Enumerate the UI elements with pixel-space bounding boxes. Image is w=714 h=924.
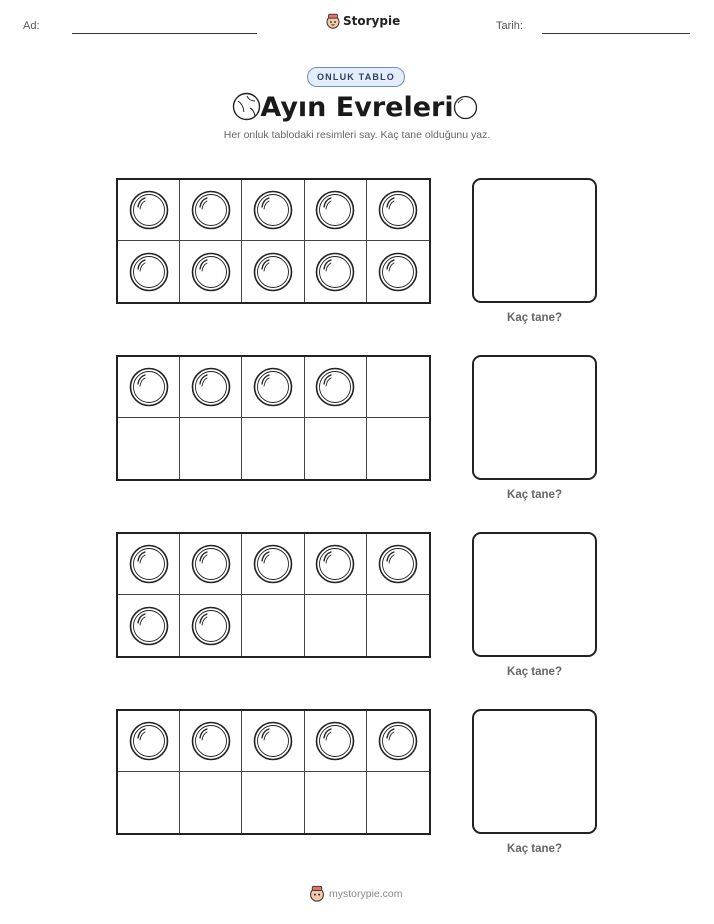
frame-cell [180,241,242,302]
moon-icon [315,544,355,584]
moon-icon [191,544,231,584]
storypie-mascot-icon [326,13,340,29]
frame-cell [305,241,367,302]
date-line[interactable] [542,33,690,34]
moon-icon [315,721,355,761]
frame-cell [180,711,242,772]
moon-icon [129,190,169,230]
frame-cell [305,772,367,833]
frame-cell [367,241,429,302]
ten-frame [116,178,431,304]
moon-icon [191,721,231,761]
frame-cell [118,534,180,595]
footer [309,885,403,902]
name-label: Ad: [23,20,40,32]
footer-url[interactable]: mystorypie.com [329,887,403,900]
category-badge: ONLUK TABLO [307,67,405,87]
frame-cell [305,534,367,595]
frame-cell [118,357,180,418]
answer-label: Kaç tane? [507,312,562,324]
frame-cell [180,595,242,656]
answer-label: Kaç tane? [507,489,562,501]
frame-cell [367,534,429,595]
frame-cell [118,772,180,833]
moon-icon [315,190,355,230]
frame-cell [305,418,367,479]
moon-icon [191,367,231,407]
frame-cell [118,241,180,302]
frame-cell [180,180,242,241]
answer-box[interactable] [472,355,597,480]
ten-frame [116,709,431,835]
moon-icon [378,721,418,761]
frame-cell [242,241,304,302]
answer-box[interactable] [472,178,597,303]
moon-icon [253,252,293,292]
moon-icon [191,252,231,292]
moon-icon [315,367,355,407]
name-line[interactable] [72,33,257,34]
date-label: Tarih: [496,20,523,32]
answer-box[interactable] [472,532,597,657]
moon-icon [253,367,293,407]
moon-icon [191,190,231,230]
frame-cell [367,772,429,833]
brand-name: Storypie [343,14,401,28]
frame-cell [180,772,242,833]
answer-label: Kaç tane? [507,843,562,855]
moon-icon [129,721,169,761]
moon-icon [378,252,418,292]
instructions: Her onluk tablodaki resimleri say. Kaç tane olduğunu yaz. [223,129,491,141]
frame-cell [118,711,180,772]
frame-cell [242,180,304,241]
moon-icon [453,95,478,120]
frame-cell [367,711,429,772]
frame-cell [242,772,304,833]
frame-cell [118,595,180,656]
frame-cell [305,180,367,241]
frame-cell [367,418,429,479]
storypie-mascot-icon [309,885,325,902]
moon-icon [129,252,169,292]
answer-label: Kaç tane? [507,666,562,678]
frame-cell [242,711,304,772]
frame-cell [367,180,429,241]
frame-cell [242,595,304,656]
frame-cell [242,534,304,595]
ten-frame [116,355,431,481]
ten-frame [116,532,431,658]
moon-icon [129,544,169,584]
frame-cell [305,711,367,772]
moon-icon [253,190,293,230]
frame-cell [242,357,304,418]
frame-cell [118,180,180,241]
frame-cell [242,418,304,479]
frame-cell [180,418,242,479]
moon-icon [315,252,355,292]
answer-box[interactable] [472,709,597,834]
moon-icon [378,190,418,230]
frame-cell [305,595,367,656]
moon-icon [129,367,169,407]
frame-cell [367,357,429,418]
frame-cell [180,357,242,418]
frame-cell [367,595,429,656]
frame-cell [180,534,242,595]
frame-cell [305,357,367,418]
brand-logo [326,13,400,29]
moon-icon [253,721,293,761]
moon-icon [378,544,418,584]
moon-icon [191,606,231,646]
page-title: Ayın Evreleri [260,92,454,123]
moon-icon [129,606,169,646]
moon-icon [253,544,293,584]
frame-cell [118,418,180,479]
